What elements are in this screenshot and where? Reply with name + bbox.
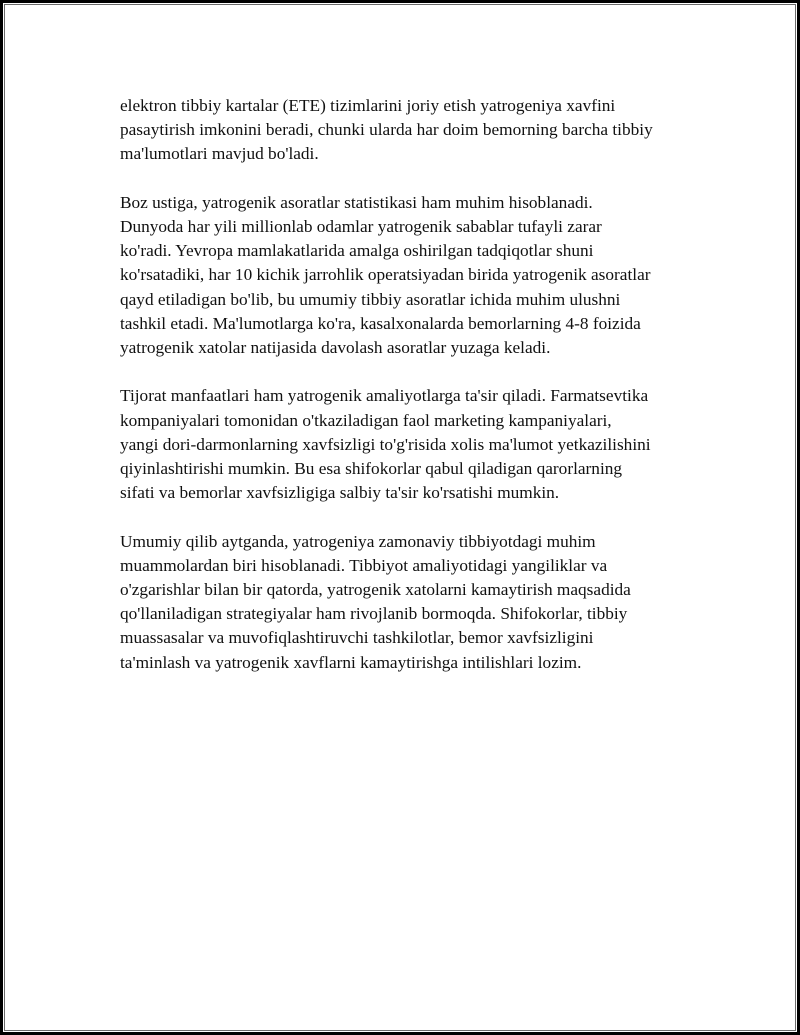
text-line: Umumiy qilib aytganda, yatrogeniya zamonaviy tibbiyotdagi muhim — [120, 531, 596, 551]
text-line: ma'lumotlari mavjud bo'ladi. — [120, 144, 319, 164]
text-line: yangi dori-darmonlarning xavfsizligi to'g'risida xolis ma'lumot yetkazilishini — [120, 434, 651, 454]
text-line: o'zgarishlar bilan bir qatorda, yatrogenik xatolarni kamaytirish maqsadida — [120, 580, 631, 600]
text-line: elektron tibbiy kartalar (ETE) tizimlarini joriy etish yatrogeniya xavfini — [120, 96, 616, 115]
text-line: tashkil etadi. Ma'lumotlarga ko'ra, kasalxonalarda bemorlarning 4-8 foizida — [120, 313, 641, 333]
text-line: muammolardan biri hisoblanadi. Tibbiyot amaliyotidagi yangiliklar va — [120, 555, 608, 575]
text-line: Tijorat manfaatlari ham yatrogenik amaliyotlarga ta'sir qiladi. Farmatsevtika — [120, 386, 649, 406]
text-line: qayd etiladigan bo'lib, bu umumiy tibbiy asoratlar ichida muhim ulushni — [120, 289, 621, 309]
paragraph-1 — [120, 94, 705, 167]
paragraph-2 — [120, 191, 705, 360]
text-line: sifati va bemorlar xavfsizligiga salbiy ta'sir ko'rsatishi mumkin. — [120, 483, 560, 503]
paragraph-3 — [120, 384, 705, 505]
text-line: ta'minlash va yatrogenik xavflarni kamaytirishga intilishlari lozim. — [120, 652, 582, 672]
document-body — [120, 94, 705, 699]
text-line: qiyinlashtirishi mumkin. Bu esa shifokorlar qabul qiladigan qarorlarning — [120, 459, 623, 479]
text-line: ko'radi. Yevropa mamlakatlarida amalga oshirilgan tadqiqotlar shuni — [120, 241, 594, 261]
text-line: kompaniyalari tomonidan o'tkaziladigan faol marketing kampaniyalari, — [120, 410, 612, 430]
text-line: yatrogenik xatolar natijasida davolash asoratlar yuzaga keladi. — [120, 338, 551, 358]
text-line: pasaytirish imkonini beradi, chunki ularda har doim bemorning barcha tibbiy — [120, 120, 653, 140]
text-line: Dunyoda har yili millionlab odamlar yatrogenik sabablar tufayli zarar — [120, 217, 602, 236]
text-line: ko'rsatadiki, har 10 kichik jarrohlik operatsiyadan birida yatrogenik asoratlar — [120, 265, 651, 285]
text-line: muassasalar va muvofiqlashtiruvchi tashkilotlar, bemor xavfsizligini — [120, 628, 594, 648]
paragraph-4 — [120, 530, 705, 675]
text-line: Boz ustiga, yatrogenik asoratlar statistikasi ham muhim hisoblanadi. — [120, 192, 593, 212]
text-line: qo'llaniladigan strategiyalar ham rivojlanib bormoqda. Shifokorlar, tibbiy — [120, 604, 628, 624]
